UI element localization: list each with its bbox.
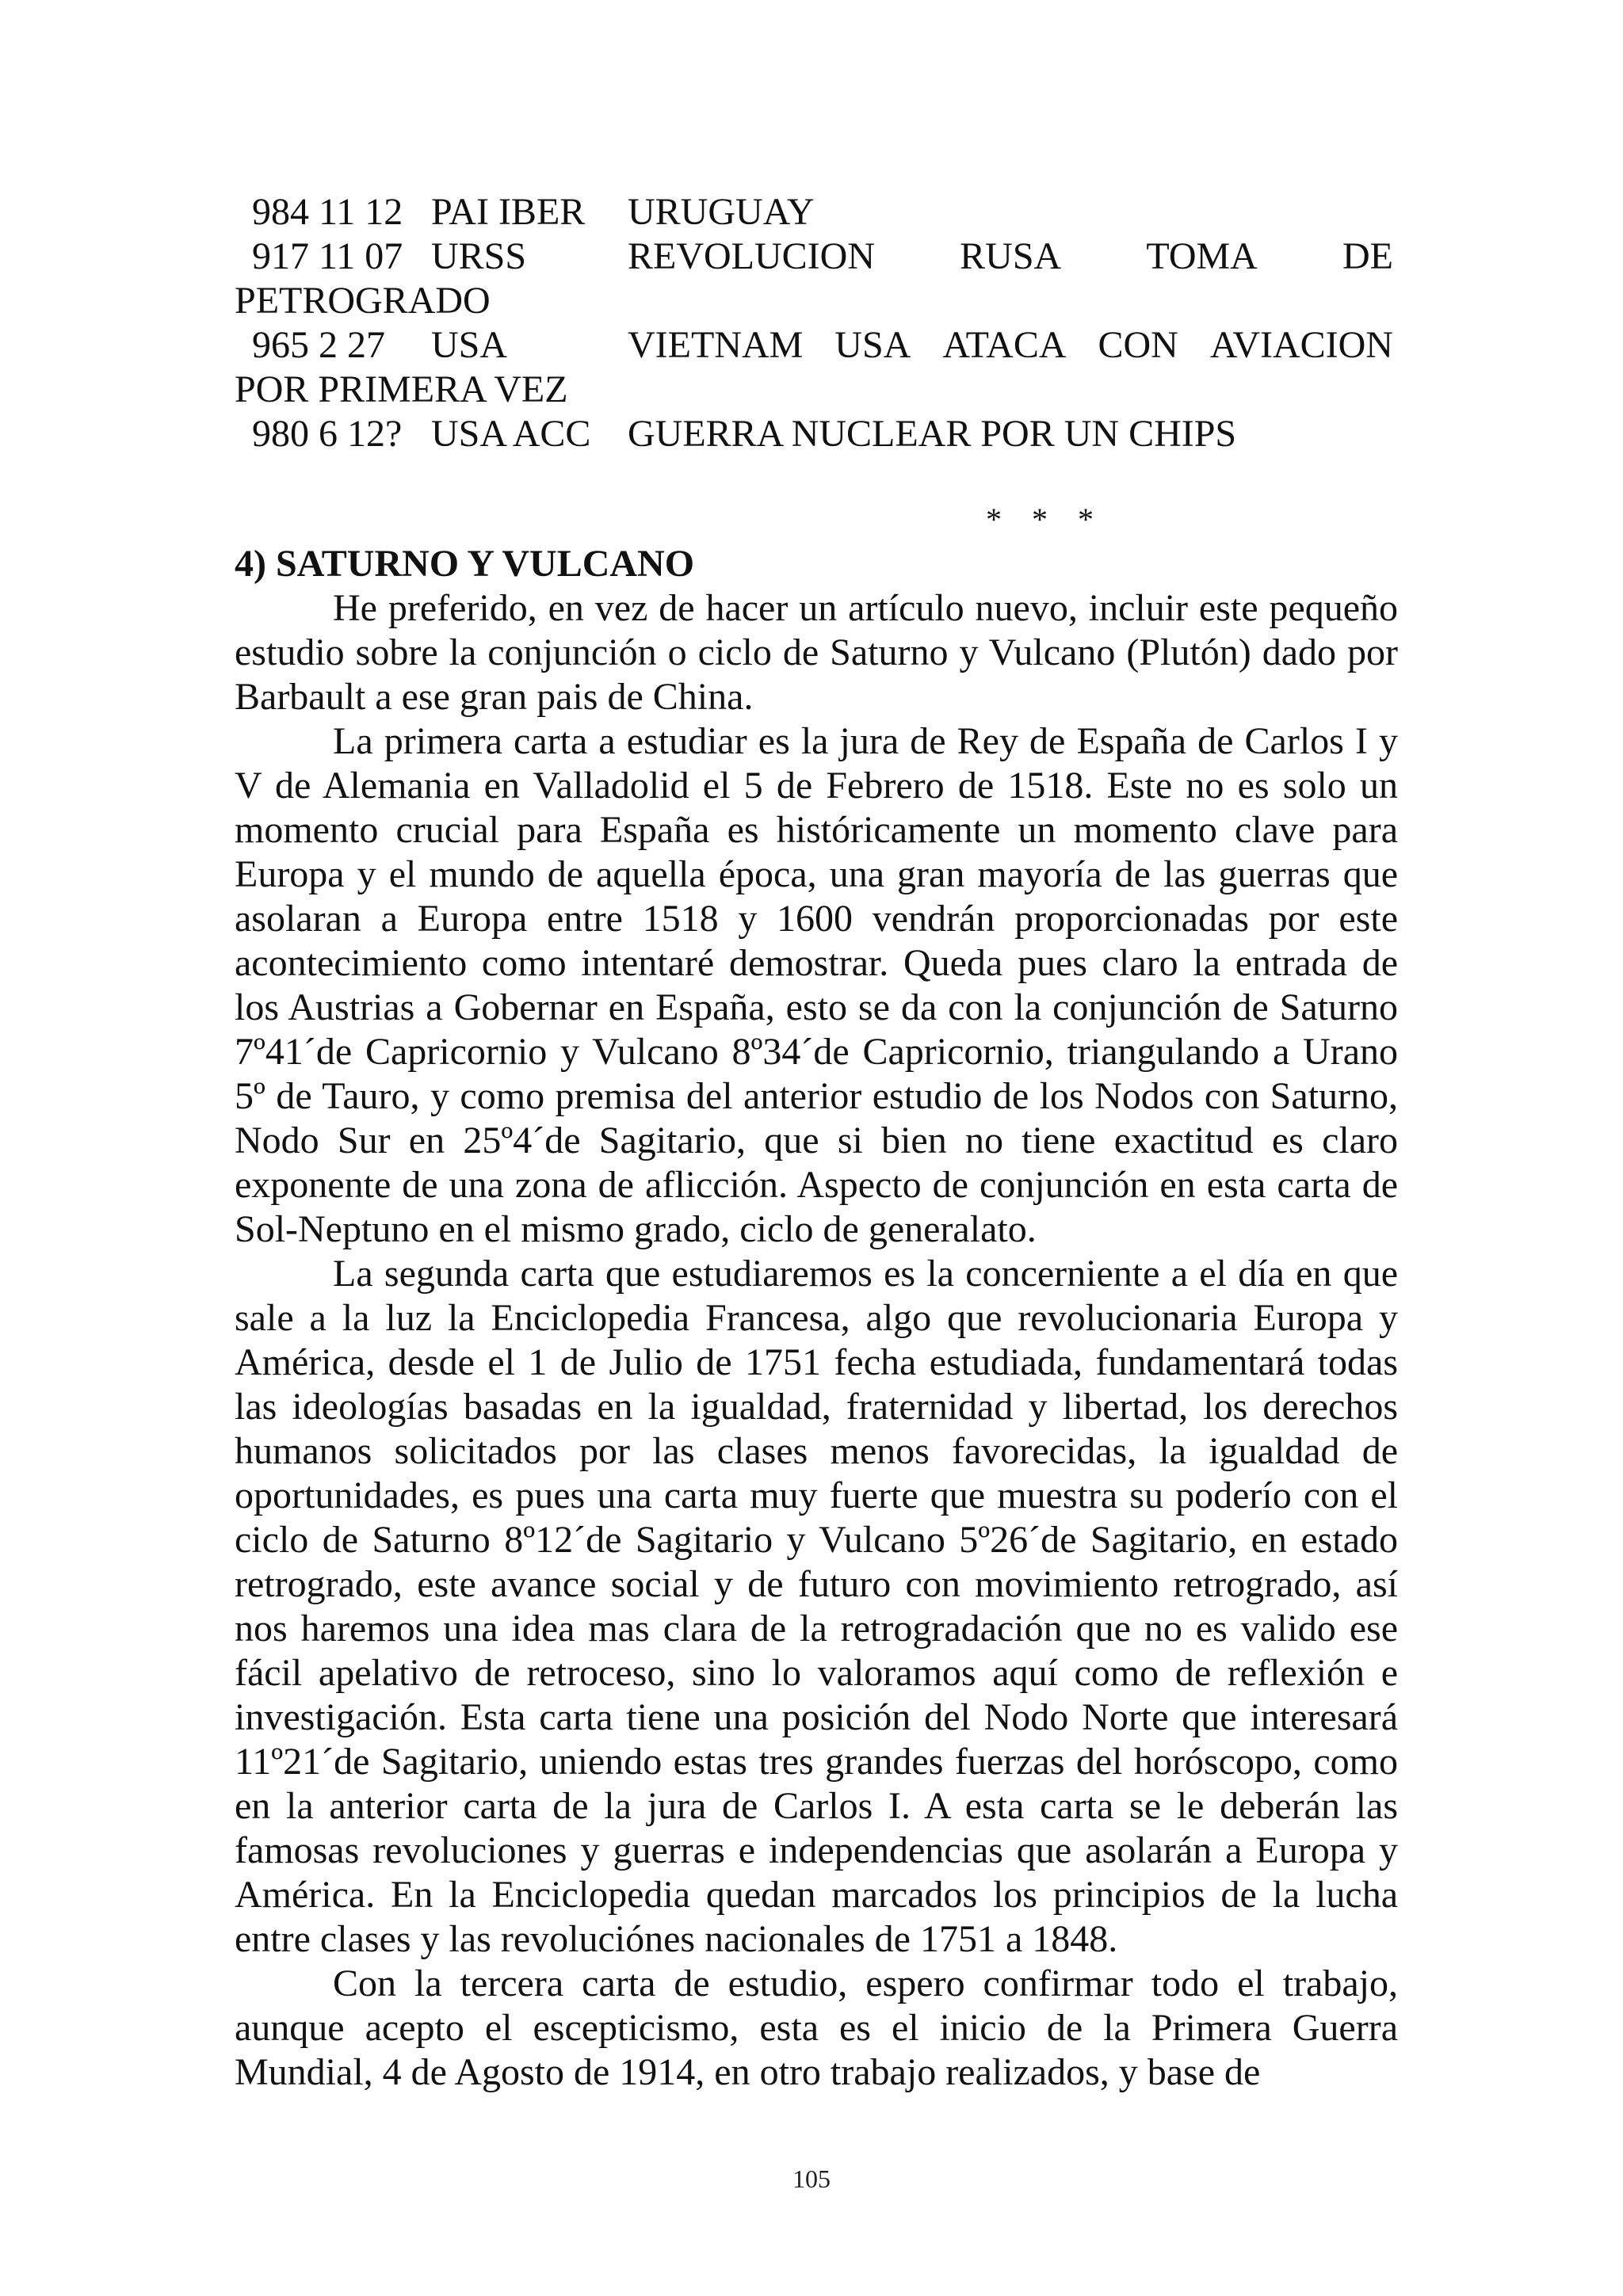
table-row (235, 190, 1398, 235)
body-paragraph: La segunda carta que estudiaremos es la concerniente a el día en que sale a la luz la Enciclopedia Francesa, algo que revolucionaria Europa y América, desde el 1 de Julio de 1751 fecha estudiada, fundamentará todas las ideologías basadas en la igualdad, fraternidad y libertad, los derechos humanos solicitados por las clases menos favorecidas, la igualdad de oportunidades, es pues una carta muy fuerte que muestra su poderío con el ciclo de Saturno 8º12´de Sagitario y Vulcano 5º26´de Sagitario, en estado retrogrado, este avance social y de futuro con movimiento retrogrado, así nos haremos una idea mas clara de la retrogradación que no es valido ese fácil apelativo de retroceso, sino lo valoramos aquí como de reflexión e investigación. Esta carta tiene una posición del Nodo Norte que interesará 11º21´de Sagitario, uniendo estas tres grandes fuerzas del horóscopo, como en la anterior carta de la jura de Carlos I. A esta carta se le deberán las famosas revoluciones y guerras e independencias que asolarán a Europa y América. En la Enciclopedia quedan marcados los principios de la lucha entre clases y las revoluciónes nacionales de 1751 a 1848. (235, 1253, 1398, 1960)
event-word: REVOLUCION (628, 235, 875, 277)
table-cell-event (628, 323, 1393, 368)
event-word: RUSA (960, 235, 1062, 277)
table-row-continuation: POR PRIMERA VEZ (235, 368, 568, 410)
table-cell-event (628, 235, 1393, 279)
table-cell-event: URUGUAY (628, 191, 815, 233)
document-page (235, 190, 1398, 2095)
section-separator: * * * (986, 502, 1105, 537)
event-word: VIETNAM (628, 324, 804, 366)
event-table (235, 190, 1398, 456)
event-word: USA (834, 324, 911, 366)
event-word: AVIACION (1209, 324, 1393, 366)
body-paragraph: Con la tercera carta de estudio, espero confirmar todo el trabajo, aunque acepto el escepticismo, esta es el inicio de la Primera Guerra Mundial, 4 de Agosto de 1914, en otro trabajo realizados, y base de (235, 1962, 1398, 2093)
table-cell-code: 965 2 27 (252, 324, 385, 366)
event-word: DE (1342, 235, 1393, 277)
page-number: 105 (792, 2164, 831, 2193)
event-word: TOMA (1146, 235, 1258, 277)
table-cell-code: 984 11 12 (252, 191, 403, 233)
table-cell-country: USA ACC (431, 413, 591, 455)
section-heading: 4) SATURNO Y VULCANO (235, 543, 695, 585)
event-word: CON (1098, 324, 1178, 366)
table-cell-code: 980 6 12? (252, 413, 403, 455)
table-cell-country: URSS (431, 235, 527, 277)
table-cell-event: GUERRA NUCLEAR POR UN CHIPS (628, 413, 1237, 455)
table-row (235, 412, 1398, 456)
table-cell-country: USA (431, 324, 508, 366)
table-row (235, 235, 1398, 279)
table-row-continuation: PETROGRADO (235, 280, 491, 322)
body-paragraph: He preferido, en vez de hacer un artículo nuevo, incluir este pequeño estudio sobre la conjunción o ciclo de Saturno y Vulcano (Plutón) dado por Barbault a ese gran pais de China. (235, 587, 1398, 718)
table-cell-code: 917 11 07 (252, 235, 403, 277)
table-row (235, 323, 1398, 368)
table-cell-country: PAI IBER (431, 191, 586, 233)
body-paragraph: La primera carta a estudiar es la jura de Rey de España de Carlos I y V de Alemania en Valladolid el 5 de Febrero de 1518. Este no es solo un momento crucial para España es históricamente un momento clave para Europa y el mundo de aquella época, una gran mayoría de las guerras que asolaran a Europa entre 1518 y 1600 vendrán proporcionadas por este acontecimiento como intentaré demostrar. Queda pues claro la entrada de los Austrias a Gobernar en España, esto se da con la conjunción de Saturno 7º41´de Capricornio y Vulcano 8º34´de Capricornio, triangulando a Urano 5º de Tauro, y como premisa del anterior estudio de los Nodos con Saturno, Nodo Sur en 25º4´de Sagitario, que si bien no tiene exactitud es claro exponente de una zona de aflicción. Aspecto de conjunción en esta carta de Sol-Neptuno en el mismo grado, ciclo de generalato. (235, 720, 1398, 1250)
event-word: ATACA (942, 324, 1067, 366)
